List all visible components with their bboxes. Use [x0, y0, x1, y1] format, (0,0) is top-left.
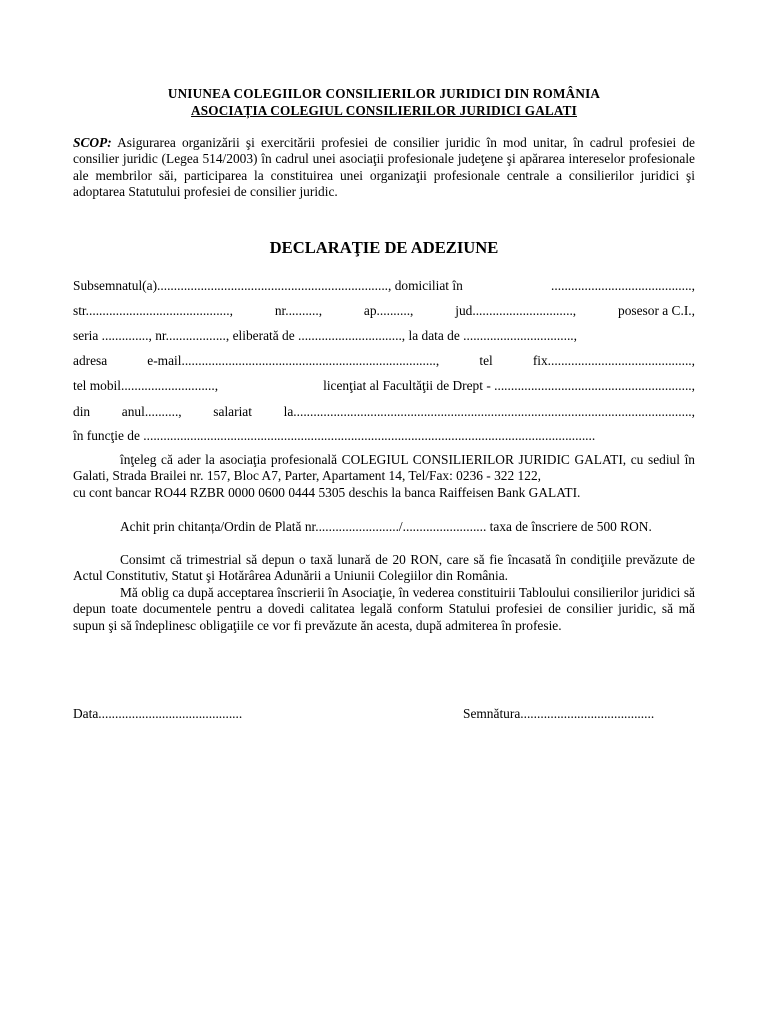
field-county[interactable]: jud..............................,: [455, 303, 577, 318]
header-union: UNIUNEA COLEGIILOR CONSILIERILOR JURIDICI DIN ROMÂNIA: [167, 86, 601, 101]
field-law-faculty[interactable]: licenţiat al Facultăţii de Drept - ...........................................................,: [323, 378, 695, 393]
field-id-number[interactable]: nr..................,: [155, 328, 230, 343]
fee-text: Achit prin chitanța/Ordin de Plată nr........................./......................... taxa de înscriere de 500 RON.: [120, 519, 652, 534]
field-phone-label: tel: [479, 353, 493, 368]
field-domicile-value[interactable]: ..........................................,: [551, 278, 695, 293]
header-association: ASOCIAȚIA COLEGIUL CONSILIERILOR JURIDICI GALATI: [190, 103, 578, 118]
form-line-mobile: [73, 378, 695, 394]
form-line-employment: [73, 404, 695, 420]
field-email-label: adresa: [73, 353, 108, 368]
paragraph-monthly-fee: [73, 552, 695, 585]
bank-account-text: cu cont bancar RO44 RZBR 0000 0600 0444 5305 deschis la banca Raiffeisen Bank GALATI.: [73, 484, 581, 500]
field-phone-fixed[interactable]: fix...........................................,: [532, 353, 695, 368]
paragraph-adhesion: [73, 452, 695, 501]
field-position[interactable]: în funcţie de .......................................................................................................................................: [73, 428, 596, 443]
page-title: DECLARAŢIE DE ADEZIUNE: [269, 238, 499, 257]
scope-text: Asigurarea organizării şi exercitării profesiei de consilier juridic în mod unitar, în cadrul profesiei de consilier juridic (Legea 514/2003) în cadrul unei asociaţii profesionale judeţene şi apărarea intereselor profesionale ale membrilor săi, participarea la constituirea unei organizaţii profesionale centrale a consilierilor juridici şi adoptarea Statutului profesiei de consilier juridic.: [73, 135, 695, 199]
form-line-position: [73, 428, 695, 444]
field-id-date[interactable]: la data de .................................,: [408, 328, 577, 343]
adhesion-text: înţeleg că ader la asociaţia profesională COLEGIUL CONSILIERILOR JURIDIC GALATI, cu sediul în Galati, Strada Brailei nr. 157, Bloc A7, Parter, Apartament 14, Tel/Fax: 0236 - 322 122,: [73, 452, 695, 484]
field-year-label: din: [73, 404, 91, 419]
paragraph-fee: [73, 519, 695, 535]
field-street[interactable]: str...........................................,: [73, 303, 233, 318]
form-line-contact: [73, 353, 695, 369]
field-employee-label: salariat: [213, 404, 252, 419]
field-id-label: posesor a C.I.,: [618, 303, 695, 318]
date-field[interactable]: Data...........................................: [73, 706, 243, 721]
field-year[interactable]: anul..........,: [121, 404, 182, 419]
field-id-series[interactable]: seria ..............,: [73, 328, 152, 343]
scope-paragraph: [73, 135, 695, 200]
field-id-issuer[interactable]: eliberată de ...............................,: [232, 328, 406, 343]
obligation-text: Mă oblig ca după acceptarea înscrierii în Asociaţie, în vederea constituirii Tabloului consilierilor juridici să depun toate documentele pentru a dovedi calitatea legală conform Statului profesiei de consilier juridic, să mă supun şi să îndeplinesc obligaţiile ce vor fi prevăzute ăn acesta, după admiterea în profesie.: [73, 585, 695, 633]
field-mobile[interactable]: tel mobil............................,: [73, 378, 219, 393]
field-employer[interactable]: la.......................................................................................................................,: [283, 404, 695, 419]
paragraph-obligation: [73, 585, 695, 634]
field-name-domicile[interactable]: Subsemnatul(a)....................................................................., domiciliat în: [73, 278, 463, 293]
field-apartment[interactable]: ap..........,: [363, 303, 414, 318]
field-number[interactable]: nr..........,: [274, 303, 323, 318]
field-email[interactable]: e-mail............................................................................,: [147, 353, 440, 368]
scope-label: SCOP:: [73, 135, 112, 150]
form-line-name: [73, 278, 695, 294]
monthly-fee-text: Consimt că trimestrial să depun o taxă lunară de 20 RON, care să fie încasată în condiţiile prevăzute de Actul Constitutiv, Statut şi Hotărârea Adunării a Uniunii Colegiilor din România.: [73, 552, 695, 584]
form-line-id: [73, 328, 695, 344]
signature-field[interactable]: Semnătura........................................: [463, 706, 655, 721]
form-line-address: [73, 303, 695, 319]
